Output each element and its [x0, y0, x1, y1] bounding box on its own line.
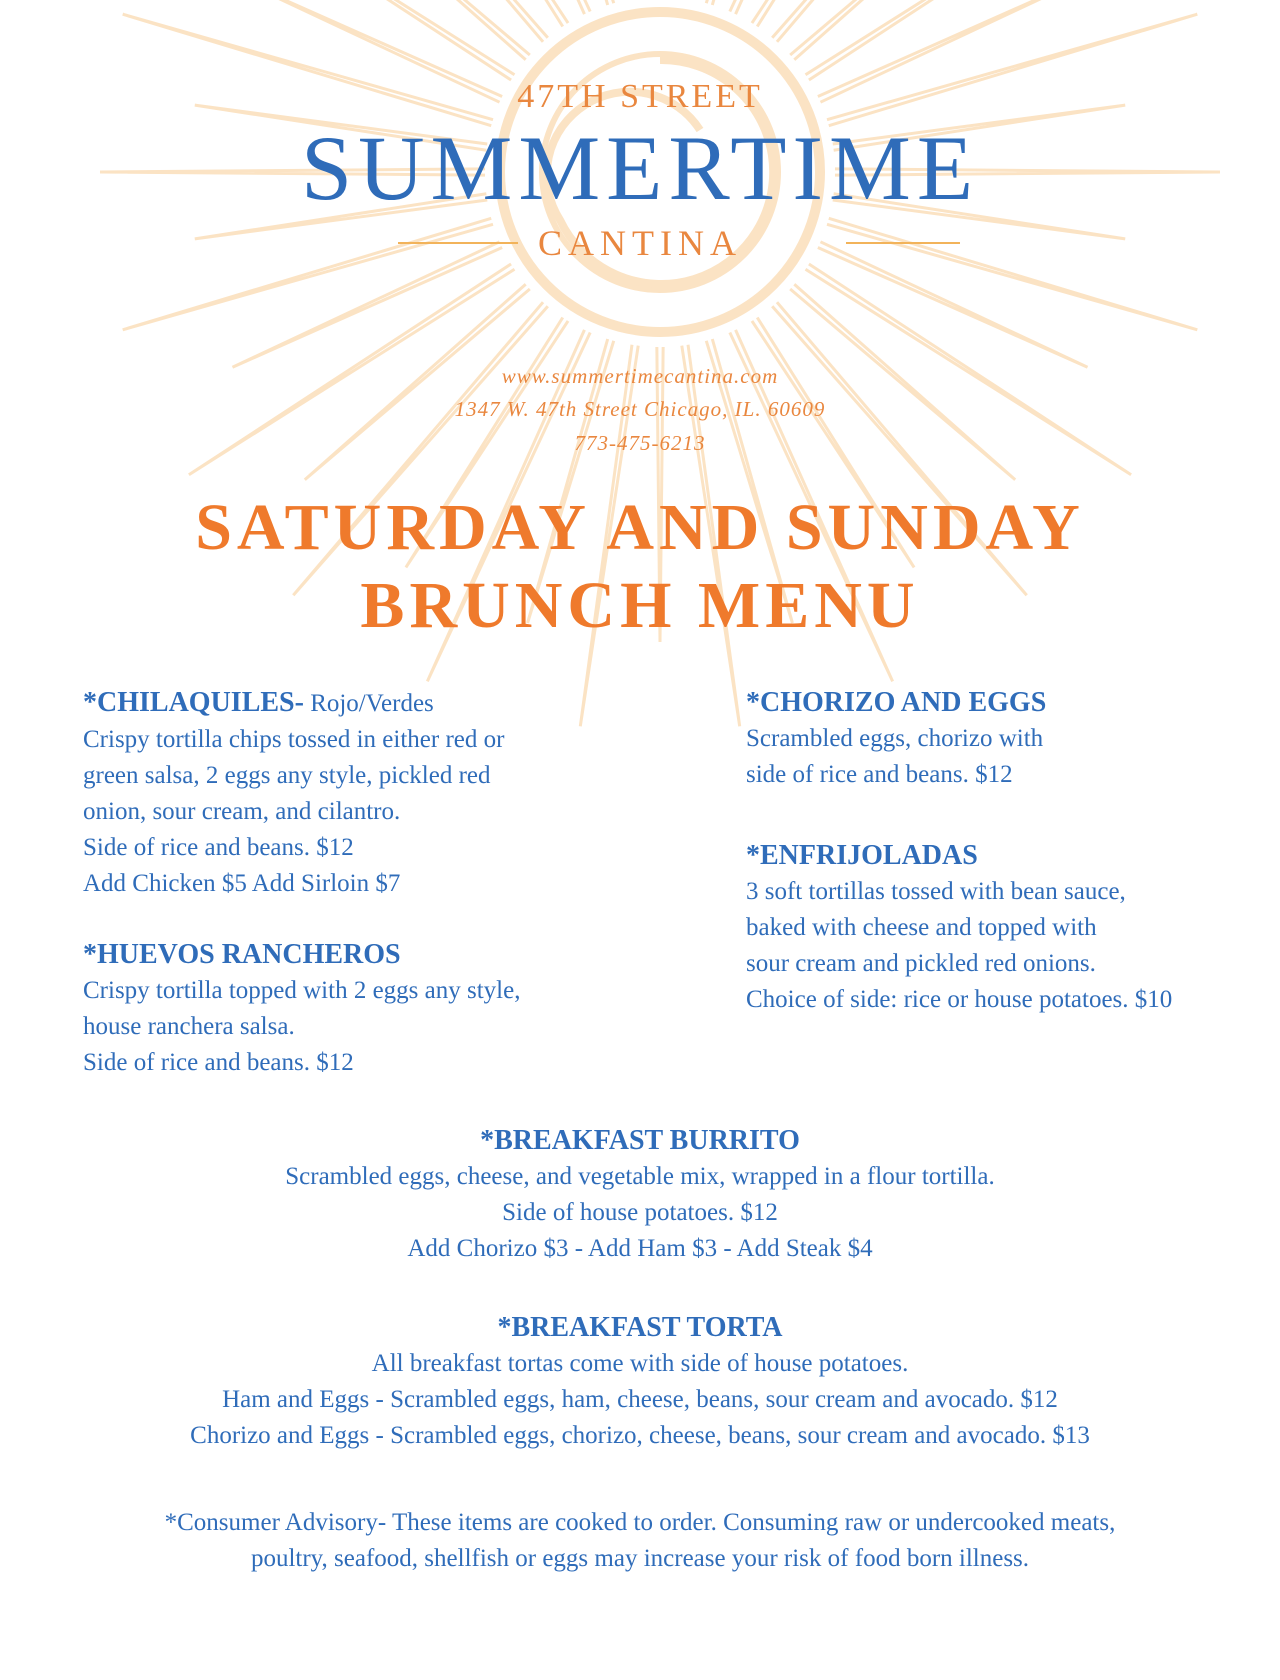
item-price: side of rice and beans. $12	[746, 761, 1013, 788]
phone-number[interactable]: 773-475-6213	[574, 431, 706, 455]
website-link[interactable]: www.summertimecantina.com	[501, 364, 779, 388]
item-description: sour cream and pickled red onions.	[746, 950, 1096, 977]
item-price: Side of rice and beans. $12	[83, 1049, 354, 1076]
item-description: green salsa, 2 eggs any style, pickled red	[83, 762, 491, 789]
sun-ray	[706, 0, 792, 5]
menu-item-huevos-rancheros	[83, 937, 520, 1081]
item-price: Side of rice and beans. $12	[83, 834, 354, 861]
item-option: Chorizo and Eggs - Scrambled eggs, chorizo, cheese, beans, sour cream and avocado. $13	[190, 1422, 1090, 1449]
item-name: *CHORIZO AND EGGS	[746, 687, 1047, 718]
logo-top-line: 47TH STREET	[517, 78, 763, 115]
item-description: 3 soft tortillas tossed with bean sauce,	[746, 878, 1126, 905]
menu-title-line2: BRUNCH MENU	[360, 569, 920, 642]
item-name: *CHILAQUILES-	[83, 687, 304, 718]
menu-title-line1: SATURDAY AND SUNDAY	[195, 491, 1085, 564]
item-description: onion, sour cream, and cilantro.	[83, 798, 401, 825]
item-option: Ham and Eggs - Scrambled eggs, ham, cheese, beans, sour cream and avocado. $12	[222, 1386, 1058, 1413]
item-name: *HUEVOS RANCHEROS	[83, 939, 401, 970]
sun-ray	[805, 0, 1131, 80]
item-description: Crispy tortilla chips tossed in either red or	[83, 726, 505, 753]
item-addons: Add Chicken $5 Add Sirloin $7	[83, 870, 401, 897]
item-description: house ranchera salsa.	[83, 1013, 295, 1040]
item-price: Choice of side: rice or house potatoes. $10	[746, 986, 1173, 1013]
item-price: Side of house potatoes. $12	[502, 1199, 778, 1226]
sun-ray	[790, 0, 1015, 60]
menu-item-breakfast-burrito	[0, 1123, 1280, 1267]
item-name: *BREAKFAST BURRITO	[480, 1125, 800, 1156]
item-description: All breakfast tortas come with side of house potatoes.	[371, 1350, 909, 1377]
item-description: baked with cheese and topped with	[746, 914, 1097, 941]
logo-bottom-line: CANTINA	[538, 223, 742, 263]
menu-item-breakfast-torta	[0, 1310, 1280, 1454]
logo-divider-right	[846, 242, 960, 244]
menu-item-chilaquiles	[83, 685, 504, 902]
address: 1347 W. 47th Street Chicago, IL. 60609	[454, 397, 826, 421]
menu-item-chorizo-and-eggs	[746, 685, 1046, 793]
item-addons: Add Chorizo $3 - Add Ham $3 - Add Steak $4	[407, 1235, 873, 1262]
menu-item-enfrijoladas	[746, 838, 1230, 1018]
item-name: *BREAKFAST TORTA	[497, 1312, 783, 1343]
item-description: Scrambled eggs, chorizo with	[746, 725, 1044, 752]
logo-name: SUMMERTIME	[300, 117, 980, 219]
sun-ray	[305, 0, 530, 60]
item-name: *ENFRIJOLADAS	[746, 840, 978, 871]
sun-ray	[189, 0, 515, 80]
sun-ray	[528, 0, 614, 5]
item-variant: Rojo/Verdes	[310, 690, 434, 717]
item-description: Scrambled eggs, cheese, and vegetable mix, wrapped in a flour tortilla.	[285, 1163, 995, 1190]
item-description: Crispy tortilla topped with 2 eggs any style,	[83, 977, 521, 1004]
advisory-line: *Consumer Advisory- These items are cooked to order. Consuming raw or undercooked meats,	[164, 1509, 1116, 1536]
consumer-advisory	[0, 1505, 1280, 1577]
advisory-line: poultry, seafood, shellfish or eggs may increase your risk of food born illness.	[250, 1545, 1030, 1572]
